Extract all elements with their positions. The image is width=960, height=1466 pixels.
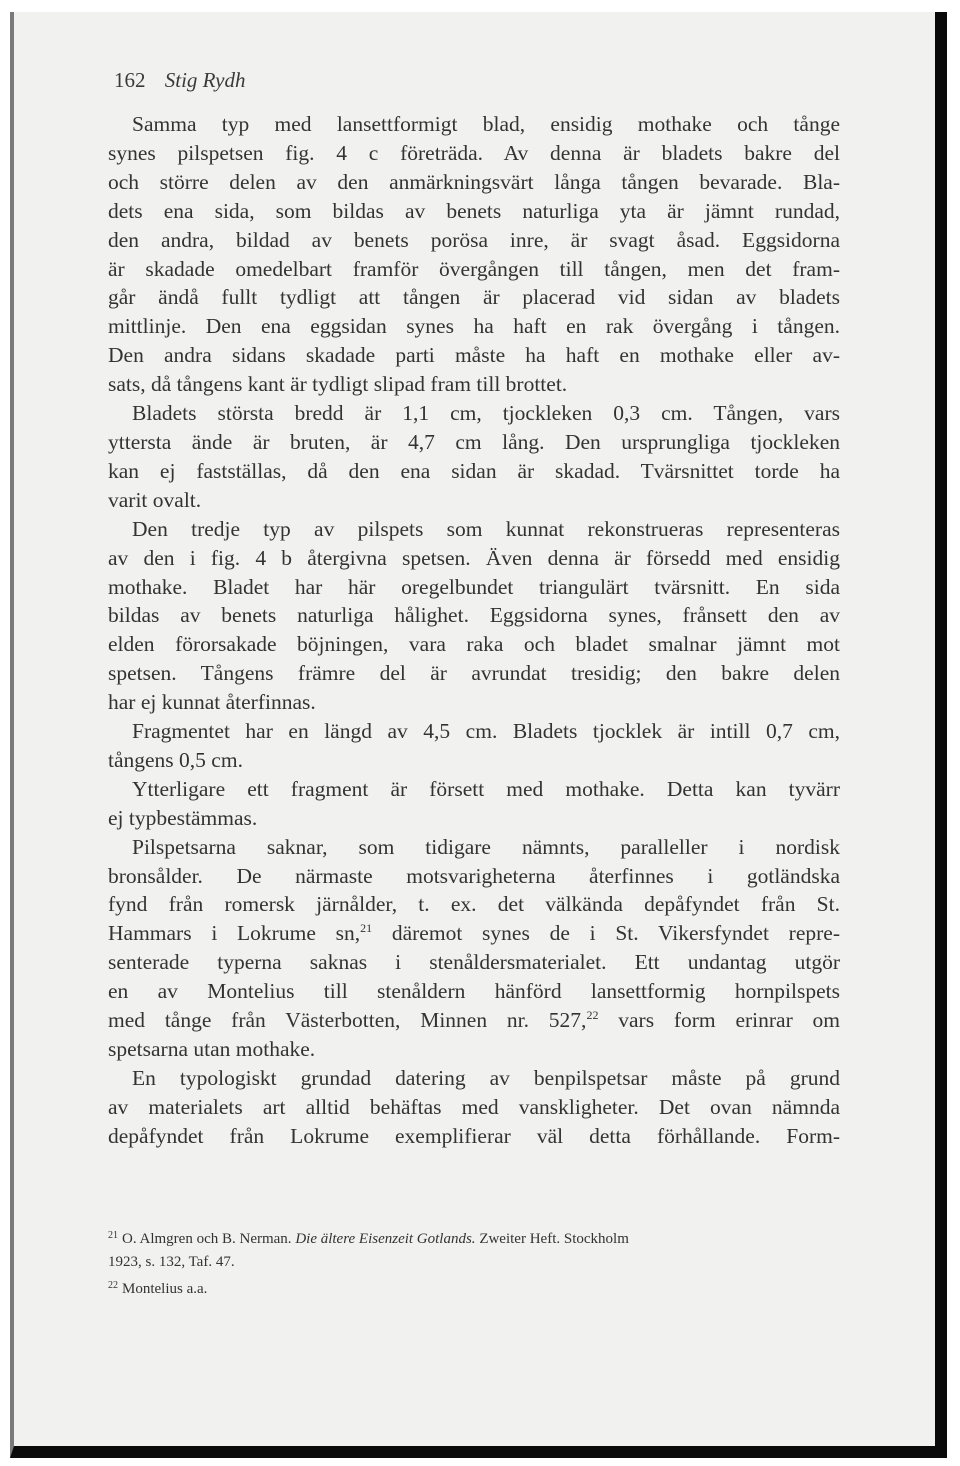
text-line: synes pilspetsen fig. 4 c företräda. Av denna är bladets bakre del	[108, 140, 840, 165]
footnote-22: $^{22}$ Montelius a.a.	[108, 1280, 208, 1297]
text-line: sats, då tångens kant är tydligt slipad fram till brottet.	[108, 372, 568, 397]
text-line: senterade typerna saknas i stenåldersmaterialet. Ett undantag utgör	[108, 950, 840, 975]
text-line: mittlinje. Den ena eggsidan synes ha haft en rak övergång i tången.	[108, 314, 840, 339]
text-line: elden förorsakade böjningen, vara raka och bladet smalnar jämnt mot	[108, 632, 840, 657]
text-line: Pilspetsarna saknar, som tidigare nämnts, paralleller i nordisk	[132, 834, 840, 859]
text-line: bronsålder. De närmaste motsvarigheterna återfinnes i gotländska	[108, 863, 840, 888]
body-text	[108, 110, 840, 1151]
text-line: spetsen. Tångens främre del är avrundat tresidig; den bakre delen	[108, 661, 840, 686]
text-line: med tånge från Västerbotten, Minnen nr. 527,22 vars form erinrar om	[108, 1008, 841, 1033]
footnote-21-continued: 1923, s. 132, Taf. 47.	[108, 1254, 235, 1270]
text-line: yttersta ände är bruten, är 4,7 cm lång. Den ursprungliga tjockleken	[108, 429, 840, 454]
footnotes	[108, 1224, 838, 1301]
text-line: En typologiskt grundad datering av benpilspetsar måste på grund	[132, 1065, 840, 1090]
text-line: Ytterligare ett fragment är försett med mothake. Detta kan tyvärr	[132, 776, 840, 801]
footnote-marker: 21	[108, 1230, 118, 1241]
running-head: Stig Rydh	[164, 68, 246, 92]
text-line: Den tredje typ av pilspets som kunnat rekonstrueras representeras	[132, 516, 840, 541]
text-line: har ej kunnat återfinnas.	[108, 690, 316, 715]
text-line: dets ena sida, som bildas av benets naturliga yta är jämnt rundad,	[108, 198, 840, 223]
text-line: en av Montelius till stenåldern hänförd lansettformig hornpilspets	[108, 979, 840, 1004]
footnote-ref: 22	[586, 1008, 599, 1023]
text-line: den andra, bildad av benets porösa inre, är svagt åsad. Eggsidorna	[108, 227, 840, 252]
text-line: Den andra sidans skadade parti måste ha haft en mothake eller av-	[108, 343, 840, 368]
text-line: fynd från romersk järnålder, t. ex. det välkända depåfyndet från St.	[108, 892, 840, 917]
text-line: Bladets största bredd är 1,1 cm, tjockleken 0,3 cm. Tången, vars	[132, 401, 840, 426]
footnote-ref: 21	[360, 921, 373, 936]
text-line: är skadade omedelbart framför övergången till tången, men det fram-	[108, 256, 840, 281]
text-line: Fragmentet har en längd av 4,5 cm. Bladets tjocklek är intill 0,7 cm,	[132, 719, 840, 744]
cited-title: Die ältere Eisenzeit Gotlands.	[295, 1231, 476, 1247]
text-line: går ändå fullt tydligt att tången är placerad vid sidan av bladets	[108, 285, 840, 310]
footnote-marker: 22	[108, 1280, 118, 1291]
text-line: ej typbestämmas.	[108, 805, 258, 830]
footnote-21: $^{21}$ O. Almgren och B. Nerman. Die ältere Eisenzeit Gotlands. Zweiter Heft. Stockholm	[108, 1230, 629, 1247]
text-line: och större delen av den anmärkningsvärt långa tången bevarade. Bla-	[108, 169, 840, 194]
book-page	[10, 12, 947, 1458]
text-line: varit ovalt.	[108, 487, 202, 512]
text-line: mothake. Bladet har här oregelbundet triangulärt tvärsnitt. En sida	[108, 574, 840, 599]
text-line: kan ej fastställas, då den ena sidan är skadad. Tvärsnittet torde ha	[108, 458, 840, 483]
page-number: 162	[114, 68, 146, 92]
text-line: bildas av benets naturliga hålighet. Eggsidorna synes, frånsett den av	[108, 603, 840, 628]
text-line: depåfyndet från Lokrume exemplifierar väl detta förhållande. Form-	[108, 1123, 840, 1148]
text-line: av materialets art alltid behäftas med vanskligheter. Det ovan nämnda	[108, 1094, 840, 1119]
text-line: Hammars i Lokrume sn,$^{21}$ däremot synes de i St. Vikersfyndet repre-	[108, 921, 840, 946]
page-header	[114, 68, 245, 93]
text-line: spetsarna utan mothake.	[108, 1037, 316, 1061]
text-line: av den i fig. 4 b återgivna spetsen. Även denna är försedd med ensidig	[108, 545, 840, 570]
text-line: tångens 0,5 cm.	[108, 747, 243, 772]
text-line: Samma typ med lansettformigt blad, ensidig mothake och tånge	[132, 112, 840, 136]
